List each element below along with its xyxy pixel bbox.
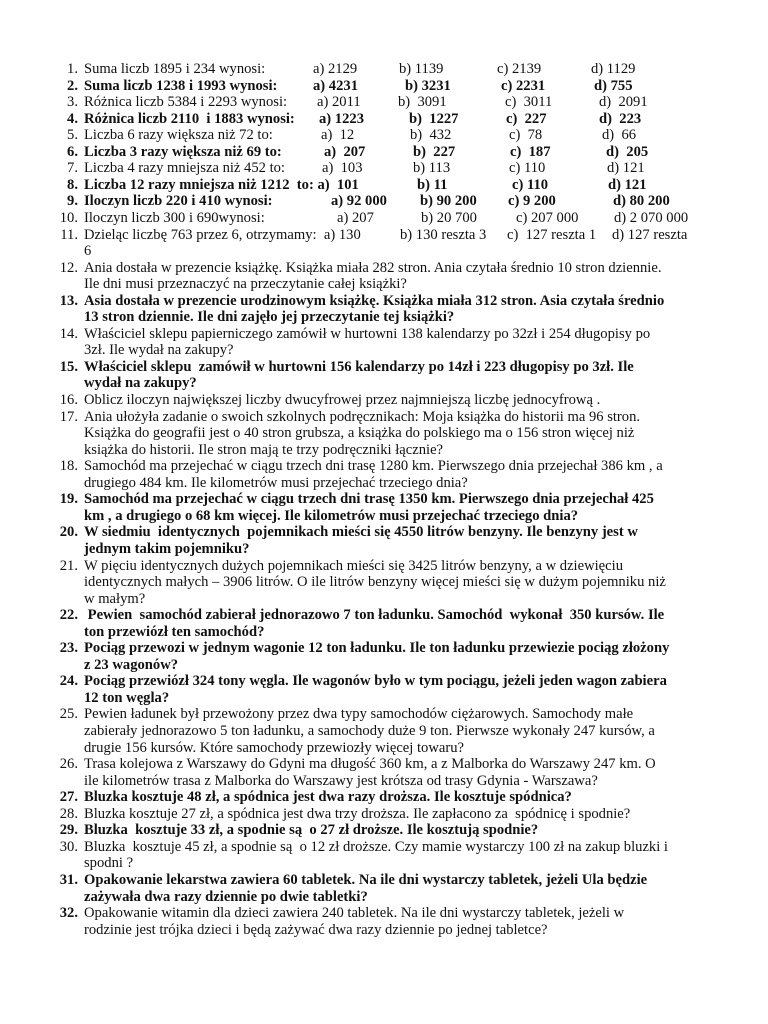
answer-option: c) 9 200 [508,193,556,210]
problem-number: 29. [59,822,78,839]
problem-text-continuation: ile kilometrów trasa z Malborka do Warszawy jest krótsza od trasy Gdynia - Warszawa? [84,772,598,789]
problem-number: 11. [60,226,78,243]
answer-option: a) 4231 [313,77,358,94]
problem-text: Pociąg przewiózł 324 tony węgla. Ile wagonów było w tym pociągu, jeżeli jeden wagon zabiera [84,673,667,690]
answer-option: d) 121 [608,176,647,193]
problem-number: 17. [59,408,78,425]
problem-text: Dzieląc liczbę 763 przez 6, otrzymamy: a) 130 [84,226,361,243]
answer-option: b) 90 200 [420,193,477,210]
answer-option: d) 2 070 000 [614,209,689,226]
problem-text: Iloczyn liczb 220 i 410 wynosi: [84,193,273,210]
problem-text: Ania ułożyła zadanie o swoich szkolnych podręcznikach: Moja książka do historii ma 96 stron. [84,408,641,425]
problem-text: Bluzka kosztuje 33 zł, a spodnie są o 27 zł droższe. Ile kosztują spodnie? [84,822,539,839]
problem-text-continuation: wydał na zakupy? [84,375,197,392]
problem-number: 3. [67,94,78,111]
problem-number: 5. [67,127,78,144]
answer-option: b) 1227 [409,110,459,127]
answer-option: c) 227 [506,110,547,127]
problem-number: 22. [59,607,78,624]
problem-number: 8. [67,176,78,193]
answer-option: a) 207 [337,209,374,226]
answer-option: d) 127 reszta [612,226,688,243]
problem-text: Właściciel sklepu zamówił w hurtowni 156 kalendarzy po 14zł i 223 długopisy po 3zł. Ile [84,358,634,375]
answer-option: d) 80 200 [613,193,670,210]
answer-option: a) 2129 [313,61,358,77]
problem-text: W siedmiu identycznych pojemnikach mieści się 4550 litrów benzyny. Ile benzyny jest w [84,524,638,541]
problem-text: Opakowanie witamin dla dzieci zawiera 240 tabletek. Na ile dni wystarczy tabletek, jeżeli w [84,905,625,922]
problem-text: Asia dostała w prezencie urodzinowym książkę. Książka miała 312 stron. Asia czytała średnio [84,292,665,309]
problem-text-continuation: Książka do geografii jest o 40 stron grubsza, a książka do polskiego ma o 156 stron więcej niż [84,425,635,442]
problem-text: Samochód ma przejechać w ciągu trzech dni trasę 1280 km. Pierwszego dnia przejechał 386 km , a [84,458,663,475]
problem-text: Liczba 12 razy mniejsza niż 1212 to: a) 101 [84,176,359,193]
problem-number: 21. [59,557,78,574]
problem-text: Bluzka kosztuje 48 zł, a spódnica jest dwa razy droższa. Ile kosztuje spódnica? [84,789,572,806]
problem-text-continuation: 3zł. Ile wydał na zakupy? [84,342,234,359]
problem-text: Pewien samochód zabierał jednorazowo 7 ton ładunku. Samochód wykonał 350 kursów. Ile [84,607,665,624]
problem-number: 6. [67,143,78,160]
problem-text-continuation: 6 [84,243,92,260]
answer-option: a) 92 000 [331,193,387,210]
problem-number: 23. [59,640,78,657]
answer-option: c) 3011 [505,94,553,111]
problem-number: 15. [59,358,78,375]
answer-option: b) 432 [410,127,452,144]
problem-number: 20. [59,524,78,541]
answer-option: a) 2011 [317,94,361,111]
problem-text: Liczba 4 razy mniejsza niż 452 to: [84,160,285,177]
problem-text-continuation: identycznych małych – 3906 litrów. O ile litrów benzyny więcej mieści się w dużym pojemniku niż [84,574,666,591]
problem-number: 13. [59,292,78,309]
problem-text: Opakowanie lekarstwa zawiera 60 tabletek. Na ile dni wystarczy tabletek, jeżeli Ula będzie [84,871,648,888]
problem-text: Pociąg przewozi w jednym wagonie 12 ton ładunku. Ile ton ładunku przewiezie pociąg złożony [84,640,670,657]
problem-text-continuation: zabierały jednorazowo 5 ton ładunku, a samochody duże 9 ton. Pierwsze wykonały 247 kursów, a [84,723,655,739]
problem-text-continuation: zażywała dwa razy dziennie po dwie tabletki? [84,888,368,905]
problem-text-continuation: km , a drugiego o 68 km więcej. Ile kilometrów musi przejechać trzeciego dnia? [84,507,579,524]
problem-text: Suma liczb 1895 i 234 wynosi: [84,61,266,77]
problem-number: 28. [59,805,78,822]
problem-number: 9. [67,193,78,210]
answer-option: d) 121 [607,160,645,177]
problem-number: 26. [59,756,78,773]
problem-text: Właściciel sklepu papierniczego zamówił w hurtowni 138 kalendarzy po 32zł i 254 długopisy po [84,325,651,342]
problem-text-continuation: 12 ton węgla? [84,689,170,706]
problem-text-continuation: spodni ? [84,855,134,872]
problem-text-continuation: 13 stron dziennie. Ile dni zajęło jej przeczytanie tej książki? [84,309,455,326]
problem-text-continuation: drugiego 484 km. Ile kilometrów musi przejechać trzeciego dnia? [84,474,468,491]
answer-option: b) 3091 [398,94,447,111]
problem-text: Trasa kolejowa z Warszawy do Gdyni ma długość 360 km, a z Malborka do Warszawy 247 km. O [84,756,656,773]
problem-text: Różnica liczb 5384 i 2293 wynosi: [84,94,288,111]
problem-text-continuation: jednym takim pojemniku? [84,540,250,557]
problem-text-continuation: książka do historii. Ile stron mają te trzy podręczniki łącznie? [84,441,444,458]
problem-text: Oblicz iloczyn największej liczby dwucyfrowej przez najmniejszą liczbę jednocyfrową . [84,392,601,408]
problem-number: 12. [59,259,78,276]
problem-number: 25. [59,706,78,723]
problem-number: 32. [59,905,78,922]
answer-option: d) 223 [599,110,642,127]
problem-text: Liczba 3 razy większa niż 69 to: [84,143,282,160]
answer-option: b) 130 reszta 3 [400,226,487,243]
problem-text-continuation: ton przewiózł ten samochód? [84,623,265,640]
problem-number: 7. [67,160,78,177]
answer-option: c) 127 reszta 1 [507,226,597,243]
answer-option: b) 1139 [399,61,444,77]
problem-text: Bluzka kosztuje 27 zł, a spódnica jest dwa trzy droższa. Ile zapłacono za spódnicę i spodnie? [84,805,631,822]
answer-option: d) 1129 [591,61,636,77]
answer-option: c) 78 [509,127,543,144]
problem-text-continuation: drugie 156 kursów. Które samochody przewiozły więcej towaru? [84,739,464,756]
problem-number: 24. [59,673,78,690]
problem-text: Bluzka kosztuje 45 zł, a spodnie są o 12 zł droższe. Czy mamie wystarczy 100 zł na zakup bluzki i [84,838,668,855]
answer-option: b) 227 [413,143,456,160]
problem-number: 19. [59,491,78,508]
answer-option: c) 110 [509,160,546,177]
answer-option: a) 103 [322,160,363,177]
problem-text: Samochód ma przejechać w ciągu trzech dni trasę 1350 km. Pierwszego dnia przejechał 425 [84,491,654,508]
problem-text: Ania dostała w prezencie książkę. Książka miała 282 stron. Ania czytała średnio 10 stron dziennie. [84,259,662,276]
problem-text: Pewien ładunek był przewożony przez dwa typy samochodów ciężarowych. Samochody małe [84,706,634,723]
answer-option: a) 207 [324,143,366,160]
answer-option: b) 3231 [405,77,451,94]
answer-option: b) 11 [417,176,448,193]
answer-option: c) 2139 [497,61,542,77]
answer-option: d) 2091 [599,94,648,111]
answer-option: c) 2231 [501,77,546,94]
problem-text-continuation: rodzinie jest trójka dzieci i będą zażywać dwa razy dziennie po jednej tabletce? [84,921,548,938]
answer-option: b) 20 700 [421,209,477,226]
problem-number: 10. [59,209,78,226]
answer-option: a) 12 [321,127,355,144]
problem-text-continuation: w małym? [84,590,146,607]
problem-number: 4. [67,110,78,127]
problem-number: 2. [67,77,78,94]
answer-option: b) 113 [413,160,451,177]
problem-number: 16. [59,392,78,408]
problem-number: 31. [59,871,78,888]
problem-text: Iloczyn liczb 300 i 690wynosi: [84,209,265,226]
problem-number: 18. [59,458,78,475]
answer-option: c) 110 [512,176,549,193]
answer-option: a) 1223 [319,110,364,127]
problem-number: 30. [59,838,78,855]
answer-option: d) 755 [594,77,633,94]
answer-option: c) 187 [510,143,551,160]
answer-option: d) 66 [602,127,637,144]
problem-text: W pięciu identycznych dużych pojemnikach mieści się 3425 litrów benzyny, a w dziewięciu [84,557,623,574]
problem-text: Suma liczb 1238 i 1993 wynosi: [84,77,278,94]
problem-text-continuation: Ile dni musi przeznaczyć na przeczytanie całej książki? [84,276,407,293]
answer-option: d) 205 [606,143,649,160]
problem-text: Różnica liczb 2110 i 1883 wynosi: [84,110,295,127]
problem-number: 27. [59,789,78,806]
problem-text-continuation: z 23 wagonów? [84,656,179,673]
problem-number: 1. [67,61,78,77]
answer-option: c) 207 000 [516,209,579,226]
problem-text: Liczba 6 razy większa niż 72 to: [84,127,273,144]
problem-number: 14. [59,325,78,342]
